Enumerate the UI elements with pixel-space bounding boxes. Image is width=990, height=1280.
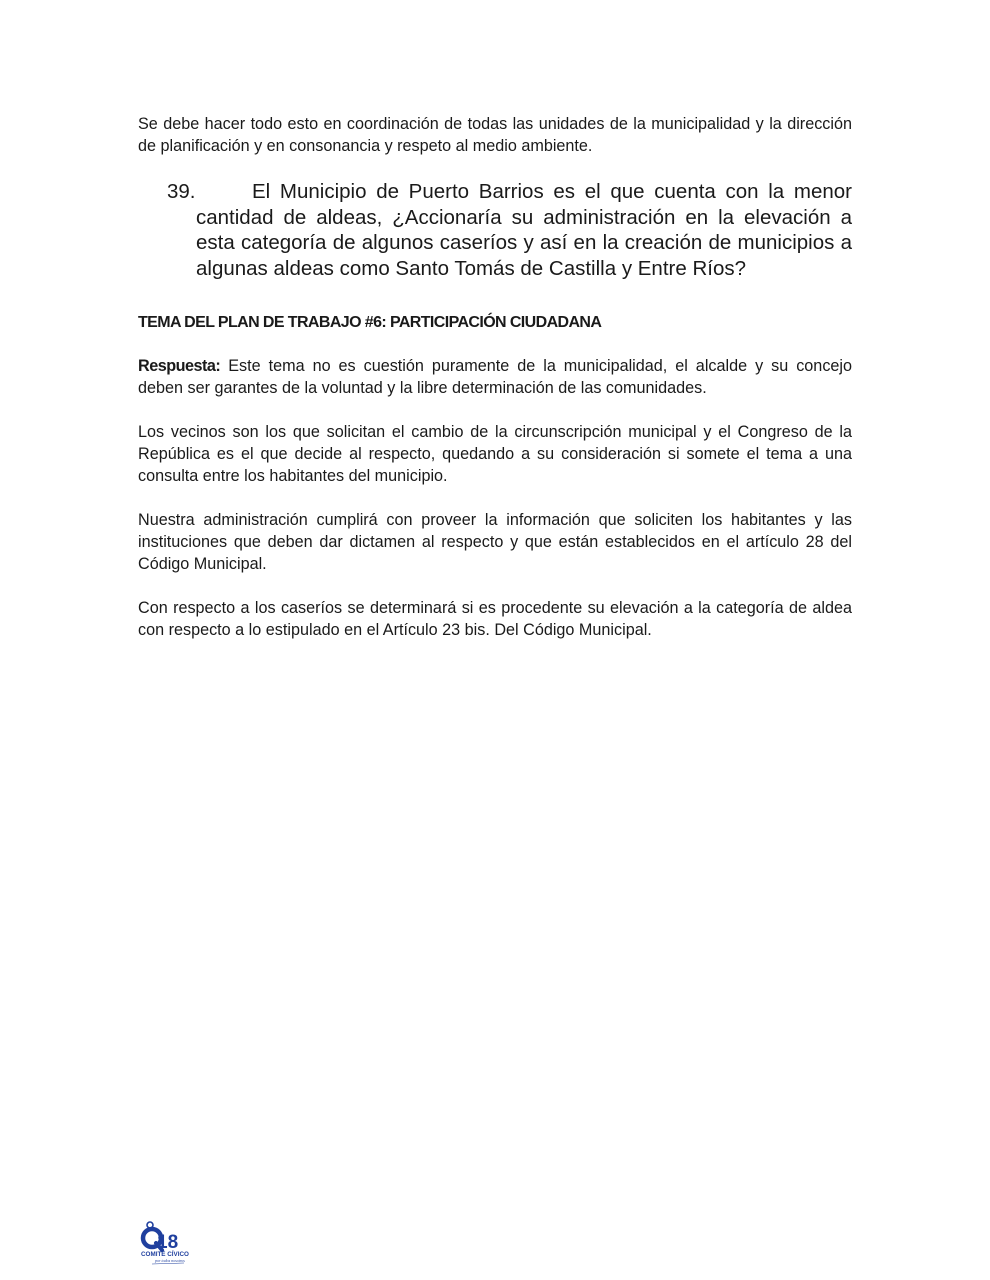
paragraph-circunscripcion: Los vecinos son los que solicitan el cambio de la circunscripción municipal y el Congreso de la República es el que decide al respecto, quedando a su consideración si somete el tema a una consulta entre los habitantes del municipio. bbox=[138, 423, 852, 485]
section-heading: TEMA DEL PLAN DE TRABAJO #6: PARTICIPACIÓN CIUDADANA bbox=[138, 314, 602, 331]
paragraph-caserios: Con respecto a los caseríos se determinará si es procedente su elevación a la categoría de aldea con respecto a lo estipulado en el Artículo 23 bis. Del Código Municipal. bbox=[138, 599, 852, 639]
answer-label: Respuesta: bbox=[138, 357, 221, 375]
question-text: El Municipio de Puerto Barrios es el que cuenta con la menor cantidad de aldeas, ¿Accionaría su administración en la elevación a esta categoría de algunos caseríos y así en la creación de municipios a algunas aldeas como Santo Tomás de Castilla y Entre Ríos? bbox=[196, 180, 852, 280]
answer-text: Este tema no es cuestión puramente de la municipalidad, el alcalde y su concejo deben ser garantes de la voluntad y la libre determinación de las comunidades. bbox=[138, 357, 853, 397]
logo-tagline: por todos nosotros bbox=[155, 1258, 185, 1263]
answer-paragraph bbox=[138, 355, 852, 399]
intro-paragraph: Se debe hacer todo esto en coordinación de todas las unidades de la municipalidad y la dirección de planificación y en consonancia y respeto al medio ambiente. bbox=[138, 115, 852, 155]
logo-name: COMITÉ CÍVICO bbox=[141, 1251, 189, 1258]
comite-civico-logo bbox=[140, 1220, 192, 1266]
paragraph-informacion: Nuestra administración cumplirá con proveer la información que soliciten los habitantes y las instituciones que deben dar dictamen al respecto y que están establecidos en el artículo 28 del Código Municipal. bbox=[138, 511, 852, 573]
logo-underline bbox=[152, 1263, 184, 1264]
question-paragraph bbox=[196, 179, 852, 281]
logo-number: 18 bbox=[157, 1232, 179, 1253]
question-number: 39. bbox=[167, 180, 196, 203]
